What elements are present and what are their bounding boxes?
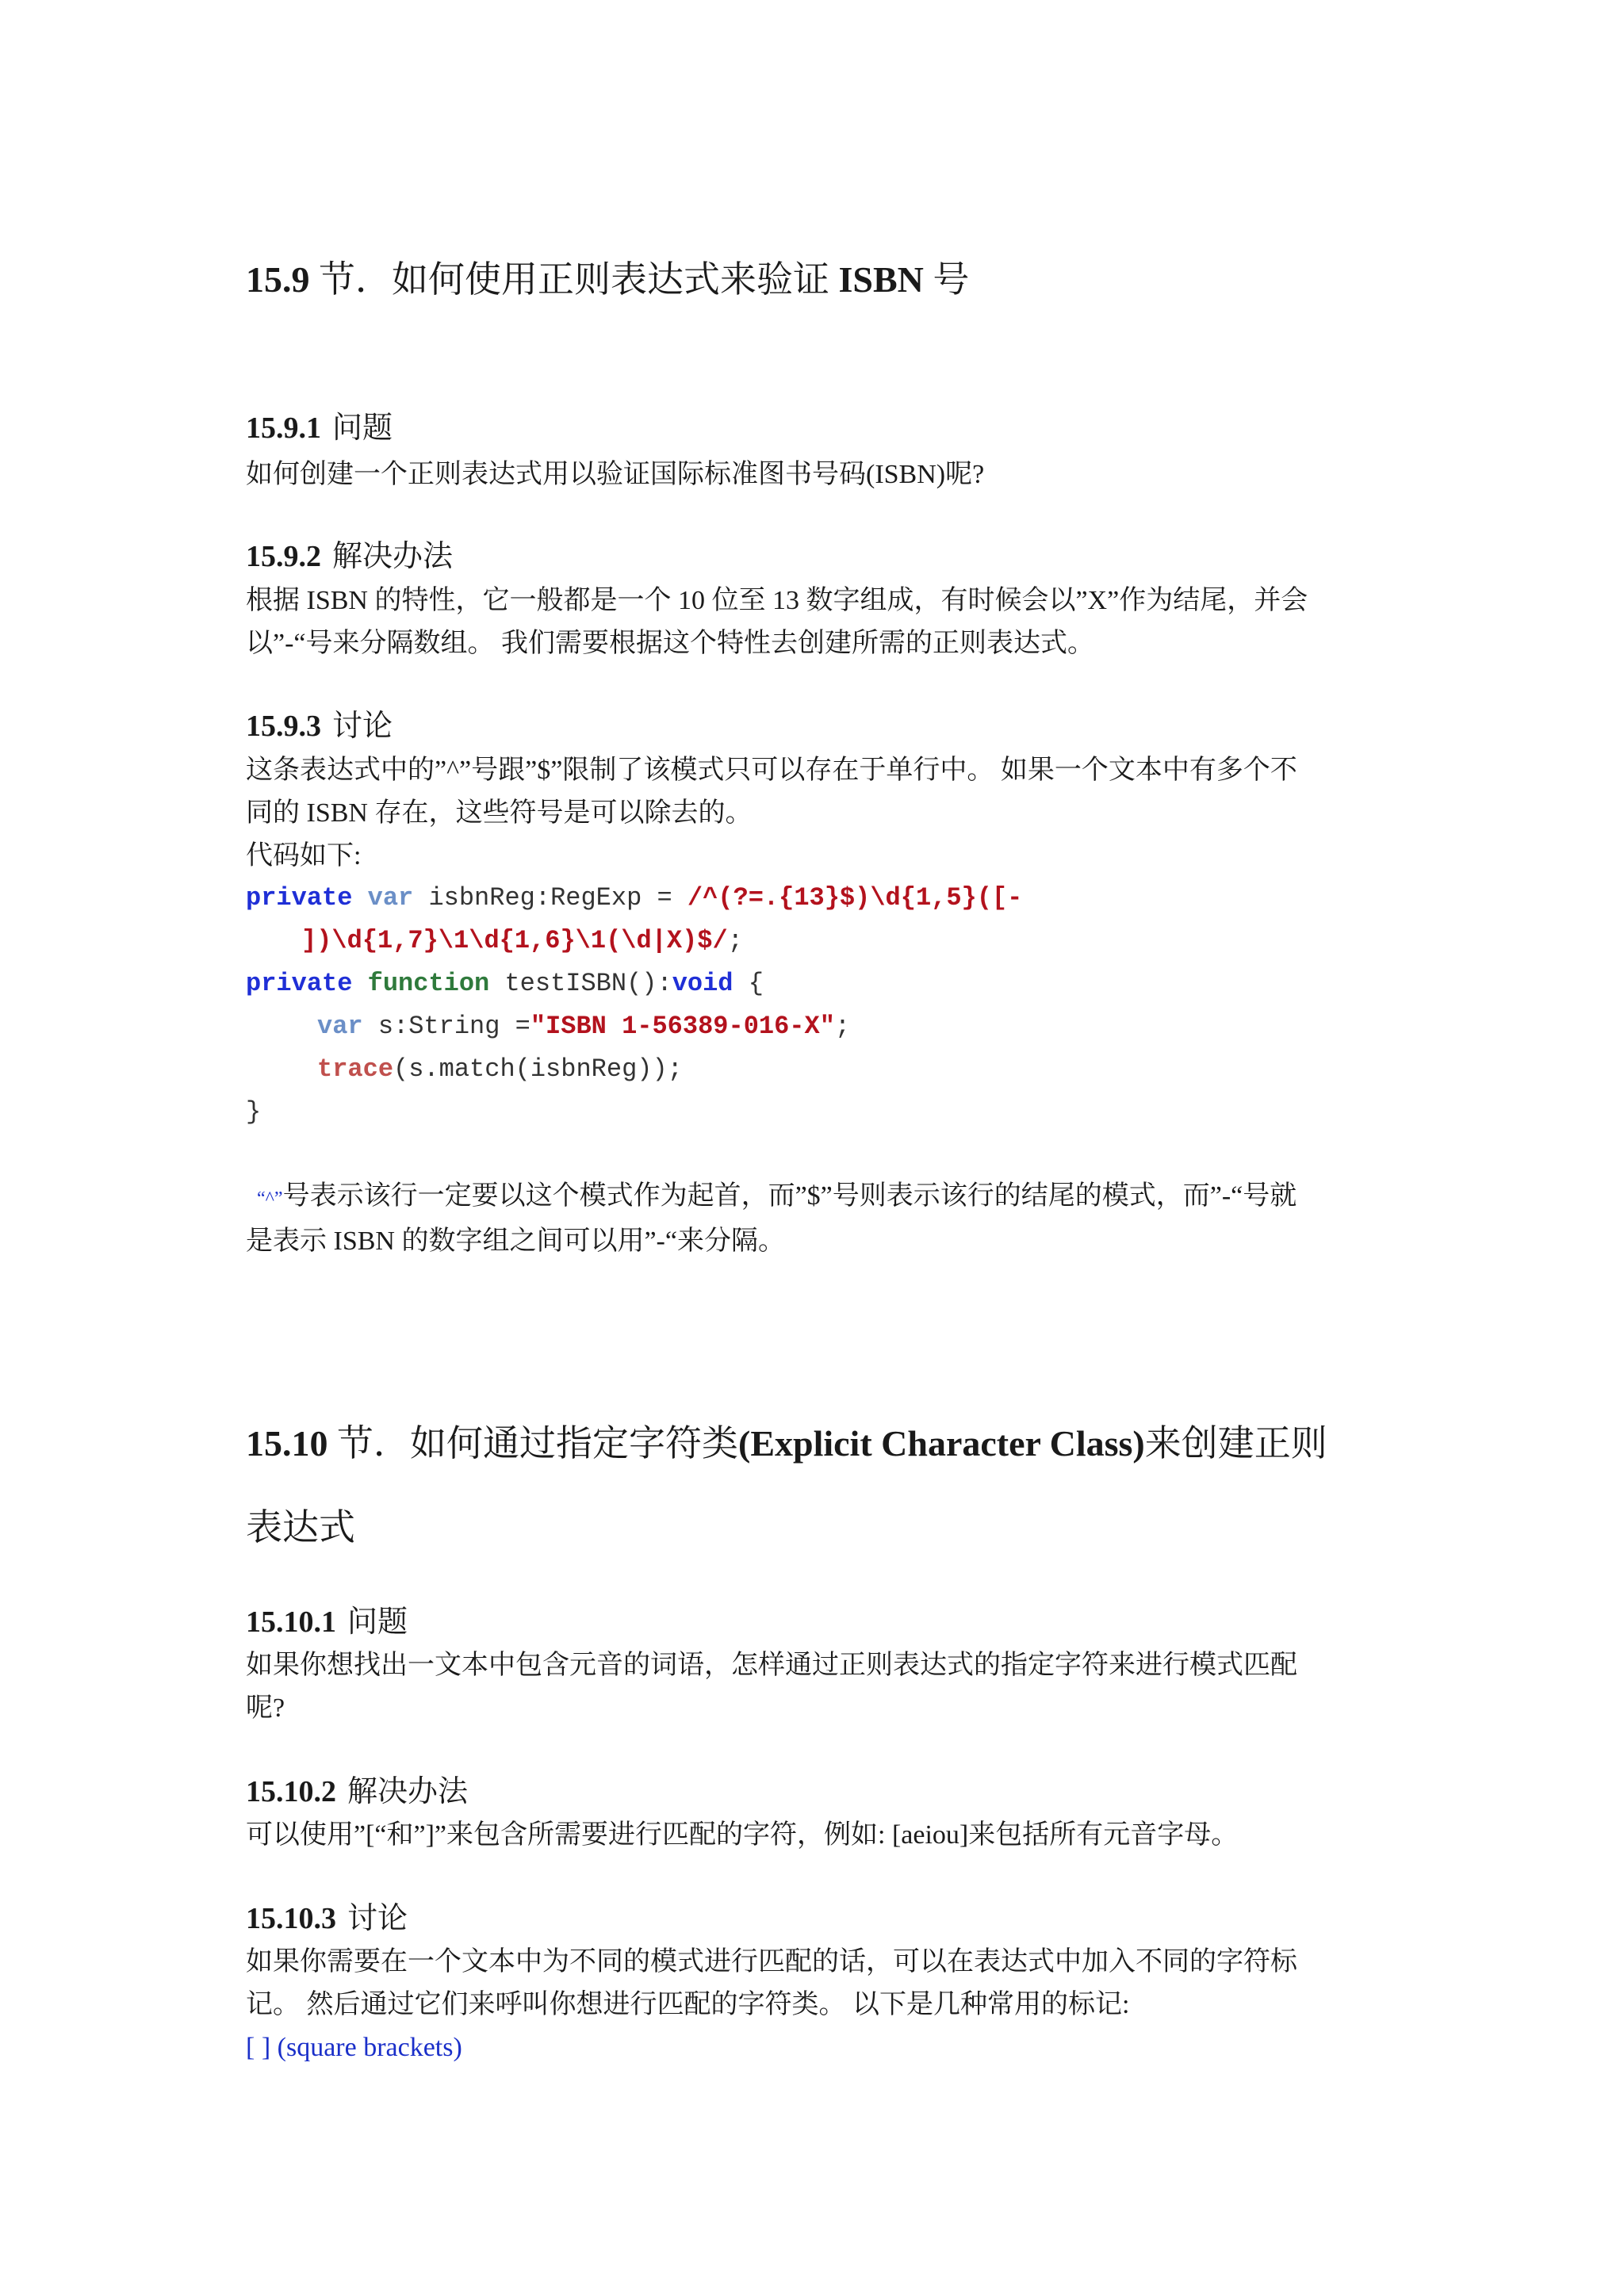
- code-line: trace(s.match(isbnReg));: [317, 1054, 683, 1084]
- code-line: ])\d{1,7}\1\d{1,6}\1(\d|X)$/;: [301, 926, 743, 955]
- square-brackets-link[interactable]: [ ] (square brackets): [246, 2033, 462, 2062]
- paragraph: 可以使用”[“和”]”来包含所需要进行匹配的字符，例如: [aeiou]来包括所有元音字母。: [246, 1820, 1239, 1850]
- code-line: }: [246, 1097, 262, 1127]
- section-title-15-9: 15.9 节．如何使用正则表达式来验证 ISBN 号: [246, 259, 970, 300]
- subsection-heading-15-9-2: 15.9.2 解决办法: [246, 540, 454, 573]
- paragraph: 如何创建一个正则表达式用以验证国际标准图书号码(ISBN)呢?: [246, 460, 985, 489]
- section-number: 15.9: [246, 259, 310, 300]
- subsection-heading-15-10-3: 15.10.3 讨论: [246, 1902, 408, 1935]
- paragraph: 如果你需要在一个文本中为不同的模式进行匹配的话，可以在表达式中加入不同的字符标 记。 然后通过它们来呼叫你想进行匹配的字符类。 以下是几种常用的标记: [ ] (square brackets): [246, 1941, 1388, 2069]
- subsection-heading-15-10-1: 15.10.1 问题: [246, 1605, 408, 1639]
- paragraph: “^”号表示该行一定要以这个模式作为起首，而”$”号则表示该行的结尾的模式，而”-“号就 是表示 ISBN 的数字组之间可以用”-“来分隔。: [246, 1181, 1297, 1256]
- paragraph: 根据 ISBN 的特性，它一般都是一个 10 位至 13 数字组成，有时候会以”X”作为结尾，并会 以”-“号来分隔数组。 我们需要根据这个特性去创建所需的正则表达式。: [246, 586, 1308, 658]
- subsection-heading-15-10-2: 15.10.2 解决办法: [246, 1775, 469, 1808]
- paragraph: 如果你想找出一文本中包含元音的词语，怎样通过正则表达式的指定字符来进行模式匹配 呢?: [246, 1651, 1297, 1723]
- section-number: 15.10: [246, 1423, 328, 1464]
- subsection-heading-15-9-3: 15.9.3 讨论: [246, 710, 393, 743]
- code-line: var s:String ="ISBN 1-56389-016-X";: [317, 1012, 851, 1041]
- subsection-heading-15-9-1: 15.9.1 问题: [246, 411, 393, 445]
- code-line: private function testISBN():void {: [246, 969, 764, 998]
- section-title-15-10: 15.10 节．如何通过指定字符类(Explicit Character Class)来创建正则 表达式: [246, 1423, 1327, 1548]
- paragraph: 这条表达式中的”^”号跟”$”限制了该模式只可以存在于单行中。 如果一个文本中有多个不 同的 ISBN 存在，这些符号是可以除去的。 代码如下:: [246, 756, 1297, 871]
- code-block: private var isbnReg:RegExp = /^(?=.{13}$)\d{1,5}([-: [246, 883, 1023, 913]
